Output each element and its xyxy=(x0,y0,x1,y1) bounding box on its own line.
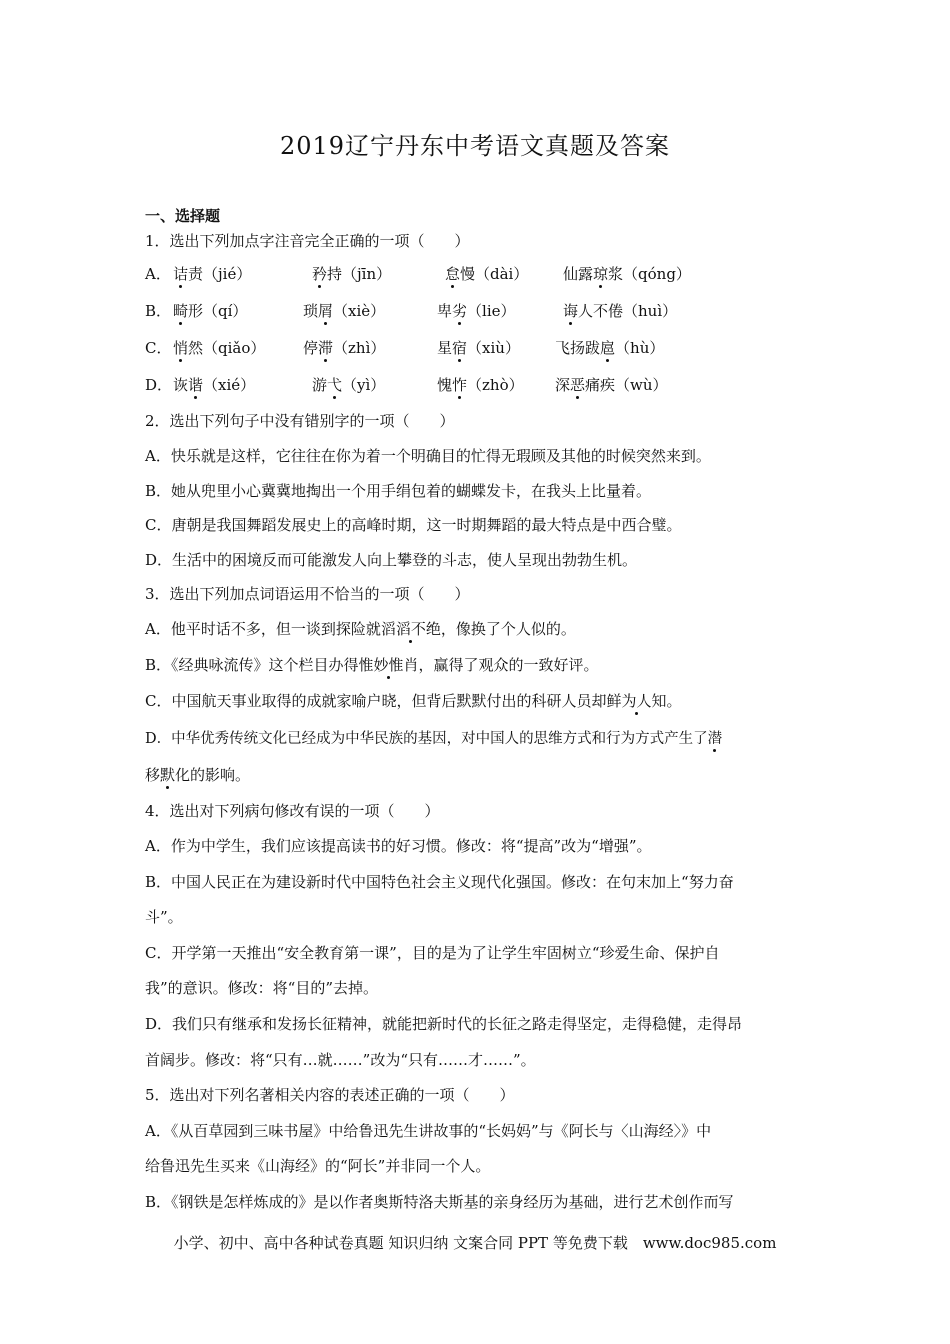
item-prefix: 停 xyxy=(303,339,319,357)
pinyin-item xyxy=(563,300,677,321)
dotted-char: 畸 xyxy=(173,302,189,320)
pinyin-item xyxy=(555,374,668,395)
document-title: 2019辽宁丹东中考语文真题及答案 xyxy=(279,132,671,160)
pinyin-item xyxy=(173,300,247,321)
option-text: ，赢得了观众的一致好评。 xyxy=(418,656,599,674)
item-text: 然（qiǎo） xyxy=(188,339,266,357)
dotted-char: 宿 xyxy=(452,339,468,357)
option-text: C．中国航天事业取得的成就家喻户晓，但背后默默付出的科研人员却 xyxy=(145,692,607,710)
dotted-word: 惟妙惟肖 xyxy=(358,656,419,674)
pinyin-item xyxy=(555,337,664,358)
item-prefix: 卑 xyxy=(437,302,453,320)
item-text: （hù） xyxy=(615,339,665,357)
question-5-option-a-line-2: 给鲁迅先生买来《山海经》的“阿长”并非同一个人。 xyxy=(145,1157,491,1175)
question-5-option-b-line-1: B．《钢铁是怎样炼成的》是以作者奥斯特洛夫斯基的亲身经历为基础，进行艺术创作而写 xyxy=(145,1193,734,1211)
dotted-char: 诘 xyxy=(173,265,189,283)
item-text: 人不倦（huì） xyxy=(578,302,678,320)
pinyin-item xyxy=(563,263,691,284)
option-text: D．中华优秀传统文化已经成为中华民族的基因，对中国人的思维方式和行为方式产生了 xyxy=(145,731,708,747)
item-text: （xiù） xyxy=(467,339,520,357)
question-5-stem: 5．选出对下列名著相关内容的表述正确的一项（ ） xyxy=(145,1086,515,1104)
dotted-char: 弋 xyxy=(327,376,343,394)
question-3-option-b xyxy=(145,654,599,675)
question-4-option-d-line-2: 首阔步。修改：将“只有…就……”改为“只有……才……”。 xyxy=(145,1051,536,1069)
item-text: 责（jié） xyxy=(188,265,252,283)
dotted-char: 琼 xyxy=(593,265,609,283)
item-text: 持（jīn） xyxy=(327,265,392,283)
dotted-word: 滔滔不绝 xyxy=(380,620,441,638)
dotted-char: 怍 xyxy=(452,376,468,394)
pinyin-item xyxy=(445,263,528,284)
option-text: ，像换了个人似的。 xyxy=(440,620,576,638)
item-prefix: 诙 xyxy=(173,376,189,394)
item-text: 浆（qóng） xyxy=(608,265,691,283)
question-4-option-c-line-1: C．开学第一天推出“安全教育第一课”，目的是为了让学生牢固树立“珍爱生命、保护自 xyxy=(145,944,720,962)
question-4-option-c-line-2: 我”的意识。修改：将“目的”去掉。 xyxy=(145,979,379,997)
question-2-option-d: D．生活中的困境反而可能激发人向上攀登的斗志，使人呈现出勃勃生机。 xyxy=(145,551,638,569)
dotted-char: 悄 xyxy=(173,339,189,357)
item-text: （lie） xyxy=(467,302,516,320)
question-3-stem: 3．选出下列加点词语运用不恰当的一项（ ） xyxy=(145,585,470,603)
dotted-char: 怠 xyxy=(445,265,461,283)
question-4-option-d-line-1: D．我们只有继承和发扬长征精神，就能把新时代的长征之路走得坚定，走得稳健，走得昂 xyxy=(145,1015,743,1033)
item-prefix: 飞扬跋 xyxy=(555,339,601,357)
item-text: 慢（dài） xyxy=(460,265,529,283)
pinyin-item xyxy=(173,263,251,284)
dotted-char: 滞 xyxy=(318,339,334,357)
item-prefix: 仙露 xyxy=(563,265,594,283)
question-4-stem: 4．选出对下列病句修改有误的一项（ ） xyxy=(145,802,440,820)
dotted-char: 扈 xyxy=(600,339,616,357)
option-text: 的影响。 xyxy=(190,766,251,784)
item-prefix: 愧 xyxy=(437,376,453,394)
question-2-option-a: A．快乐就是这样，它往往在你为着一个明确目的忙得无瑕顾及其他的时候突然来到。 xyxy=(145,447,711,465)
option-label: D． xyxy=(145,376,173,394)
item-text: （xiè） xyxy=(333,302,386,320)
item-text: （xié） xyxy=(203,376,256,394)
pinyin-item xyxy=(437,300,516,321)
dotted-word: 潜 xyxy=(707,731,723,747)
question-2-option-b: B．她从兜里小心冀冀地掏出一个用手绢包着的蝴蝶发卡，在我头上比量着。 xyxy=(145,482,652,500)
question-2-option-c: C．唐朝是我国舞蹈发展史上的高峰时期，这一时期舞蹈的最大特点是中西合璧。 xyxy=(145,516,682,534)
pinyin-item xyxy=(312,374,385,395)
dotted-char: 恶 xyxy=(570,376,586,394)
question-3-option-d-line-1 xyxy=(145,727,722,748)
option-label: C． xyxy=(145,339,172,357)
question-2-stem: 2．选出下列句子中没有错别字的一项（ ） xyxy=(145,412,455,430)
item-prefix: 深 xyxy=(555,376,571,394)
page-footer: 小学、初中、高中各种试卷真题 知识归纳 文案合同 PPT 等免费下载 www.doc985.com xyxy=(173,1234,777,1252)
question-1-stem: 1．选出下列加点字注音完全正确的一项（ ） xyxy=(145,232,470,250)
question-4-option-b-line-2: 斗”。 xyxy=(145,908,183,926)
pinyin-item xyxy=(173,337,265,358)
question-3-option-c xyxy=(145,690,682,711)
option-label: A． xyxy=(145,265,171,283)
pinyin-item xyxy=(312,263,391,284)
item-text: （zhò） xyxy=(467,376,524,394)
item-text: （yì） xyxy=(342,376,386,394)
item-text: 痛疾（wù） xyxy=(585,376,668,394)
item-text: 形（qí） xyxy=(188,302,248,320)
question-3-option-a xyxy=(145,618,576,639)
dotted-char: 矜 xyxy=(312,265,328,283)
question-4-option-a: A．作为中学生，我们应该提高读书的好习惯。修改：将“提高”改为“增强”。 xyxy=(145,837,652,855)
option-text: A．他平时话不多，但一谈到探险就 xyxy=(145,620,381,638)
section-heading: 一、选择题 xyxy=(145,207,221,225)
option-text: B．《经典咏流传》这个栏目办得 xyxy=(145,656,359,674)
pinyin-item xyxy=(303,337,385,358)
pinyin-item xyxy=(173,374,255,395)
dotted-word: 移默化 xyxy=(145,766,191,784)
dotted-char: 谐 xyxy=(188,376,204,394)
option-text: 。 xyxy=(666,692,682,710)
dotted-char: 屑 xyxy=(318,302,334,320)
pinyin-item xyxy=(437,374,524,395)
item-prefix: 星 xyxy=(437,339,453,357)
item-text: （zhì） xyxy=(333,339,386,357)
question-4-option-b-line-1: B．中国人民正在为建设新时代中国特色社会主义现代化强国。修改：在句末加上“努力奋 xyxy=(145,873,734,891)
dotted-char: 劣 xyxy=(452,302,468,320)
pinyin-item xyxy=(437,337,520,358)
dotted-word: 鲜为人知 xyxy=(606,692,667,710)
item-prefix: 琐 xyxy=(303,302,319,320)
option-label: B． xyxy=(145,302,172,320)
question-5-option-a-line-1: A．《从百草园到三味书屋》中给鲁迅先生讲故事的“长妈妈”与《阿长与〈山海经〉》中 xyxy=(145,1122,712,1140)
item-prefix: 游 xyxy=(312,376,328,394)
dotted-char: 诲 xyxy=(563,302,579,320)
pinyin-item xyxy=(303,300,385,321)
question-3-option-d-line-2 xyxy=(145,764,250,785)
